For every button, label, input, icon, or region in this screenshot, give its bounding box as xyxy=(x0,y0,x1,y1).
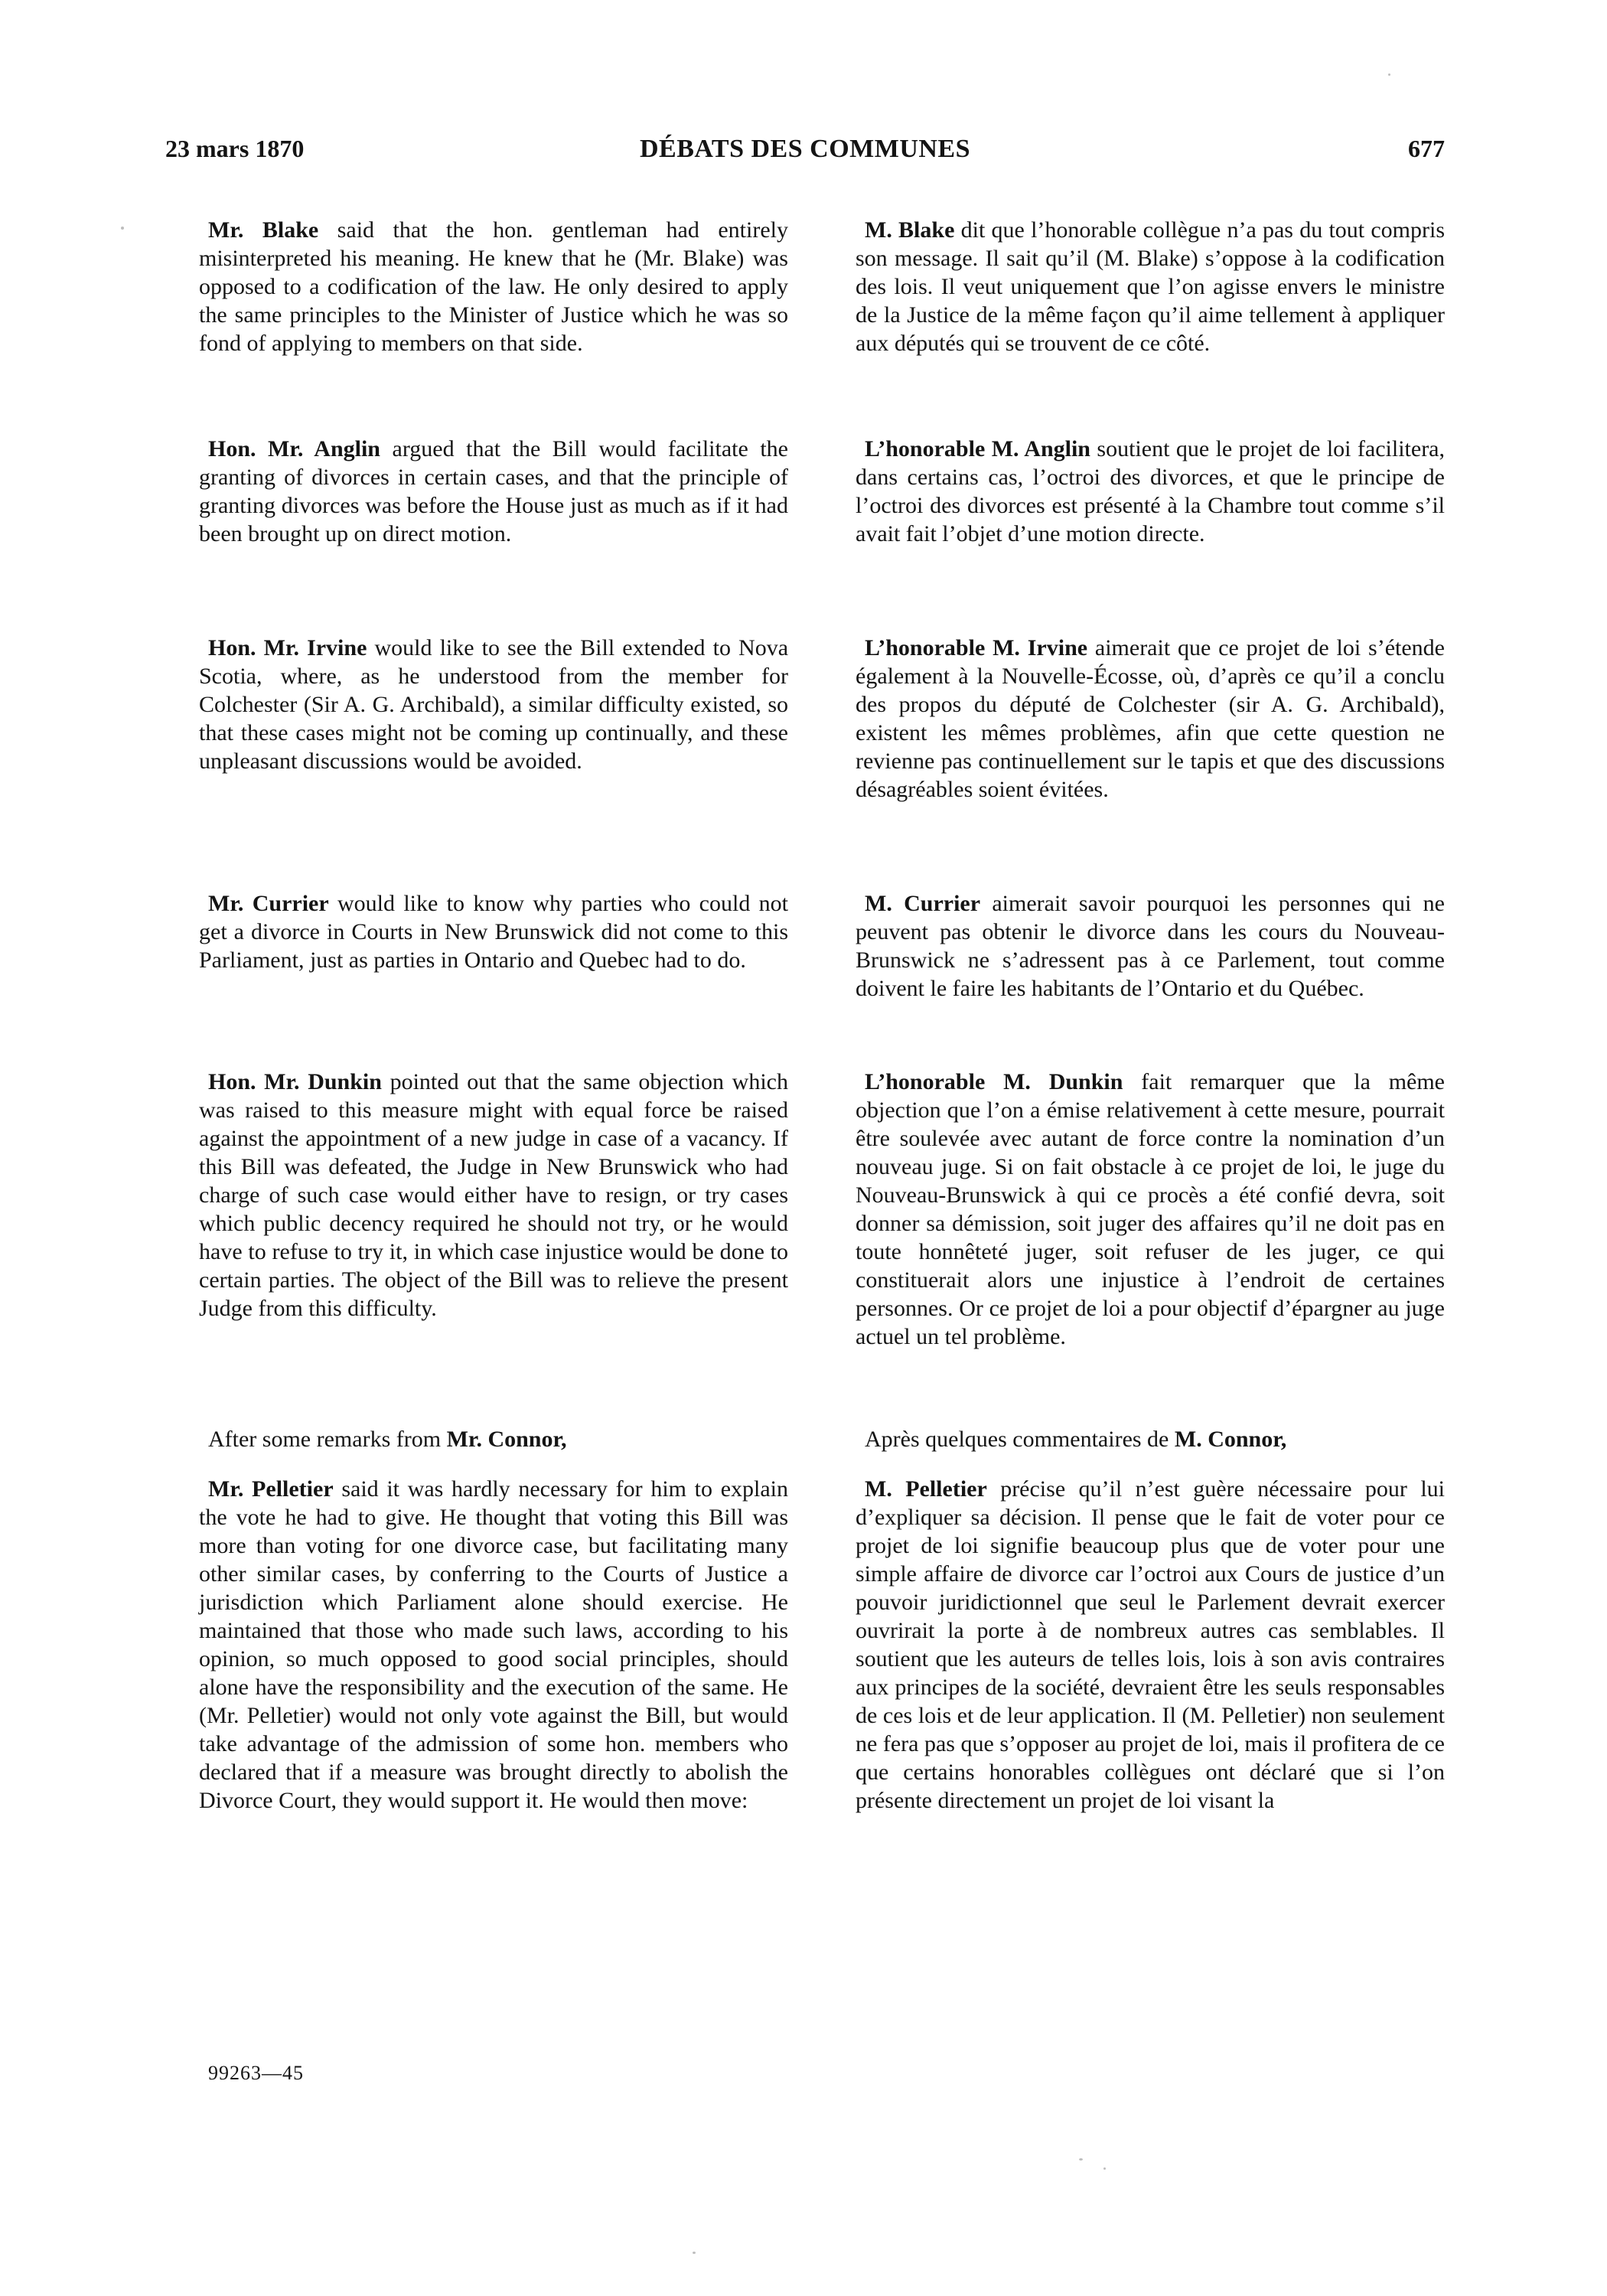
speaker-prefix: Hon. xyxy=(208,635,264,660)
speaker-name: Mr. Connor, xyxy=(446,1427,567,1452)
paragraph-irvine-en xyxy=(199,634,788,775)
speech-text: said it was hardly necessary for him to explain the vote he had to give. He thought that voting this Bill was more than voting for one divorce case, but facilitating many other similar cases, by conferring to the Courts of Justice a jurisdiction which Parliament alone should exercise. He maintained that those who made such laws, according to his opinion, so much opposed to good social principles, should alone have the responsibility and the execution of the same. He (Mr. Pelletier) would not only vote against the Bill, but would take advantage of the admission of some hon. members who declared that if a measure was brought directly to abolish the Divorce Court, they would support it. He would then move: xyxy=(199,1476,788,1813)
scan-speck xyxy=(1103,2167,1106,2170)
speaker-name: M. Pelletier xyxy=(865,1476,987,1502)
paragraph-dunkin-fr xyxy=(856,1068,1445,1351)
speech-text: pointed out that the same objection which was raised to this measure might with equal force be raised against the appointment of a new judge in case of a vacancy. If this Bill was defeated, the Judge in New Brunswick who had charge of such case would either have to resign, or try cases which public decency required he should not try, or he would have to refuse to try it, in which case injustice would be done to certain parties. The object of the Bill was to relieve the present Judge from this difficulty. xyxy=(199,1069,788,1321)
speaker-name: Mr. Currier xyxy=(208,891,329,916)
scan-speck xyxy=(1079,2158,1083,2161)
paragraph-pelletier-en xyxy=(199,1475,788,1815)
speaker-prefix: L’honorable xyxy=(865,1069,1004,1094)
speaker-name: M. Blake xyxy=(865,217,955,243)
speech-text: said that the hon. gentleman had entirely misinterpreted his meaning. He knew that he (Mr. Blake) was opposed to a codification of the law. He only desired to apply the same principles to the Minister of Justice which he was so fond of applying to members on that side. xyxy=(199,217,788,356)
paragraph-anglin-en xyxy=(199,435,788,548)
paragraph-connor-en xyxy=(199,1425,788,1453)
paragraph-blake-fr xyxy=(856,216,1445,357)
paragraph-irvine-fr xyxy=(856,634,1445,804)
speaker-prefix: Hon. xyxy=(208,1069,265,1094)
header-title: DÉBATS DES COMMUNES xyxy=(639,135,971,163)
speaker-prefix: L’honorable xyxy=(865,436,992,461)
speaker-name: M. Anglin xyxy=(991,436,1090,461)
speech-text: soutient que le projet de loi facilitera, dans certains cas, l’octroi des divorces, et que le principe de l’octroi des divorces est présenté à la Chambre tout comme s’il avait fait l’objet d’une motion directe. xyxy=(856,436,1445,546)
speech-text: fait remarquer que la même objection que l’on a émise relativement à cette mesure, pourrait être soulevée avec autant de force contre la nomination d’un nouveau juge. Si on fait obstacle à ce projet de loi, le juge du Nouveau-Brunswick à qui ce procès a été confié devra, soit donner sa démission, soit juger des affaires qu’il ne doit pas en toute honnêteté juger, soit refuser de les juger, ce qui constituerait alors une injustice à l’endroit de certaines personnes. Or ce projet de loi a pour objectif d’épargner au juge actuel un tel problème. xyxy=(856,1069,1445,1349)
remark-text: After some remarks from xyxy=(208,1427,447,1452)
paragraph-blake-en xyxy=(199,216,788,357)
speaker-name: Mr. Blake xyxy=(208,217,319,243)
speaker-prefix: Hon. xyxy=(208,436,269,461)
paragraph-pelletier-fr xyxy=(856,1475,1445,1815)
paragraph-connor-fr xyxy=(856,1425,1445,1453)
scan-speck xyxy=(693,2252,696,2254)
page-number: 677 xyxy=(1408,135,1445,162)
speaker-name: M. Currier xyxy=(865,891,981,916)
speech-text: aimerait que ce projet de loi s’étende également à la Nouvelle-Écosse, où, d’après ce qu’il a conclu des propos du député de Colchester (sir A. G. Archibald), existent les mêmes problèmes, afin que cette question ne revienne pas continuellement sur le tapis et que des discussions désagréables soient évitées. xyxy=(856,635,1445,802)
scan-speck xyxy=(121,227,124,230)
speaker-name: M. Irvine xyxy=(993,635,1088,660)
speech-text: aimerait savoir pourquoi les personnes qui ne peuvent pas obtenir le divorce dans les cours du Nouveau-Brunswick ne s’adressent pas à ce Parlement, tout comme doivent le faire les habitants de l’Ontario et du Québec. xyxy=(856,891,1445,1001)
speaker-name: Mr. Dunkin xyxy=(264,1069,382,1094)
speaker-name: Mr. Irvine xyxy=(263,635,367,660)
scan-speck xyxy=(1388,73,1390,76)
speech-text: would like to see the Bill extended to Nova Scotia, where, as he understood from the member for Colchester (Sir A. G. Archibald), a similar difficulty existed, so that these cases might not be coming up continually, and these unpleasant discussions would be avoided. xyxy=(199,635,789,774)
speech-text: argued that the Bill would facilitate the granting of divorces in certain cases, and that the principle of granting divorces was before the House just as much as if it had been brought up on direct motion. xyxy=(199,436,788,546)
speaker-name: Mr. Pelletier xyxy=(208,1476,334,1502)
paragraph-anglin-fr xyxy=(856,435,1445,548)
paragraph-currier-en xyxy=(199,889,788,974)
running-head xyxy=(165,135,1445,173)
header-date: 23 mars 1870 xyxy=(165,135,305,162)
paragraph-currier-fr xyxy=(856,889,1445,1003)
speech-text: précise qu’il n’est guère nécessaire pour lui d’expliquer sa décision. Il pense que le fait de voter pour ce projet de loi signifie beaucoup plus que de voter pour une simple affaire de divorce car l’octroi aux Cours de justice d’un pouvoir juridictionnel que seul le Parlement devrait exercer ouvrirait la porte à de nombreux autres cas semblables. Il soutient que les auteurs de telles lois, lois à son avis contraires aux principes de la société, devraient être les seuls responsables de ces lois et de leur application. Il (M. Pelletier) non seulement ne fera pas que s’opposer au projet de loi, mais il profitera de ce que certains honorables collègues ont déclaré que si l’on présente directement un projet de loi visant la xyxy=(856,1476,1445,1813)
speaker-name: M. Dunkin xyxy=(1003,1069,1123,1094)
speaker-name: M. Connor, xyxy=(1174,1427,1287,1452)
speaker-prefix: L’honorable xyxy=(865,635,993,660)
speech-text: dit que l’honorable collègue n’a pas du tout compris son message. Il sait qu’il (M. Blake) s’oppose à la codification des lois. Il veut uniquement que l’on agisse envers le ministre de la Justice de la même façon qu’il aime tellement à appliquer aux députés qui se trouvent de ce côté. xyxy=(856,217,1446,356)
paragraph-dunkin-en xyxy=(199,1068,788,1322)
remark-text: Après quelques commentaires de xyxy=(865,1427,1175,1452)
print-code: 99263—45 xyxy=(208,2062,304,2084)
speaker-name: Mr. Anglin xyxy=(268,436,380,461)
speech-text: would like to know why parties who could not get a divorce in Courts in New Brunswick did not come to this Parliament, just as parties in Ontario and Quebec had to do. xyxy=(199,891,788,973)
